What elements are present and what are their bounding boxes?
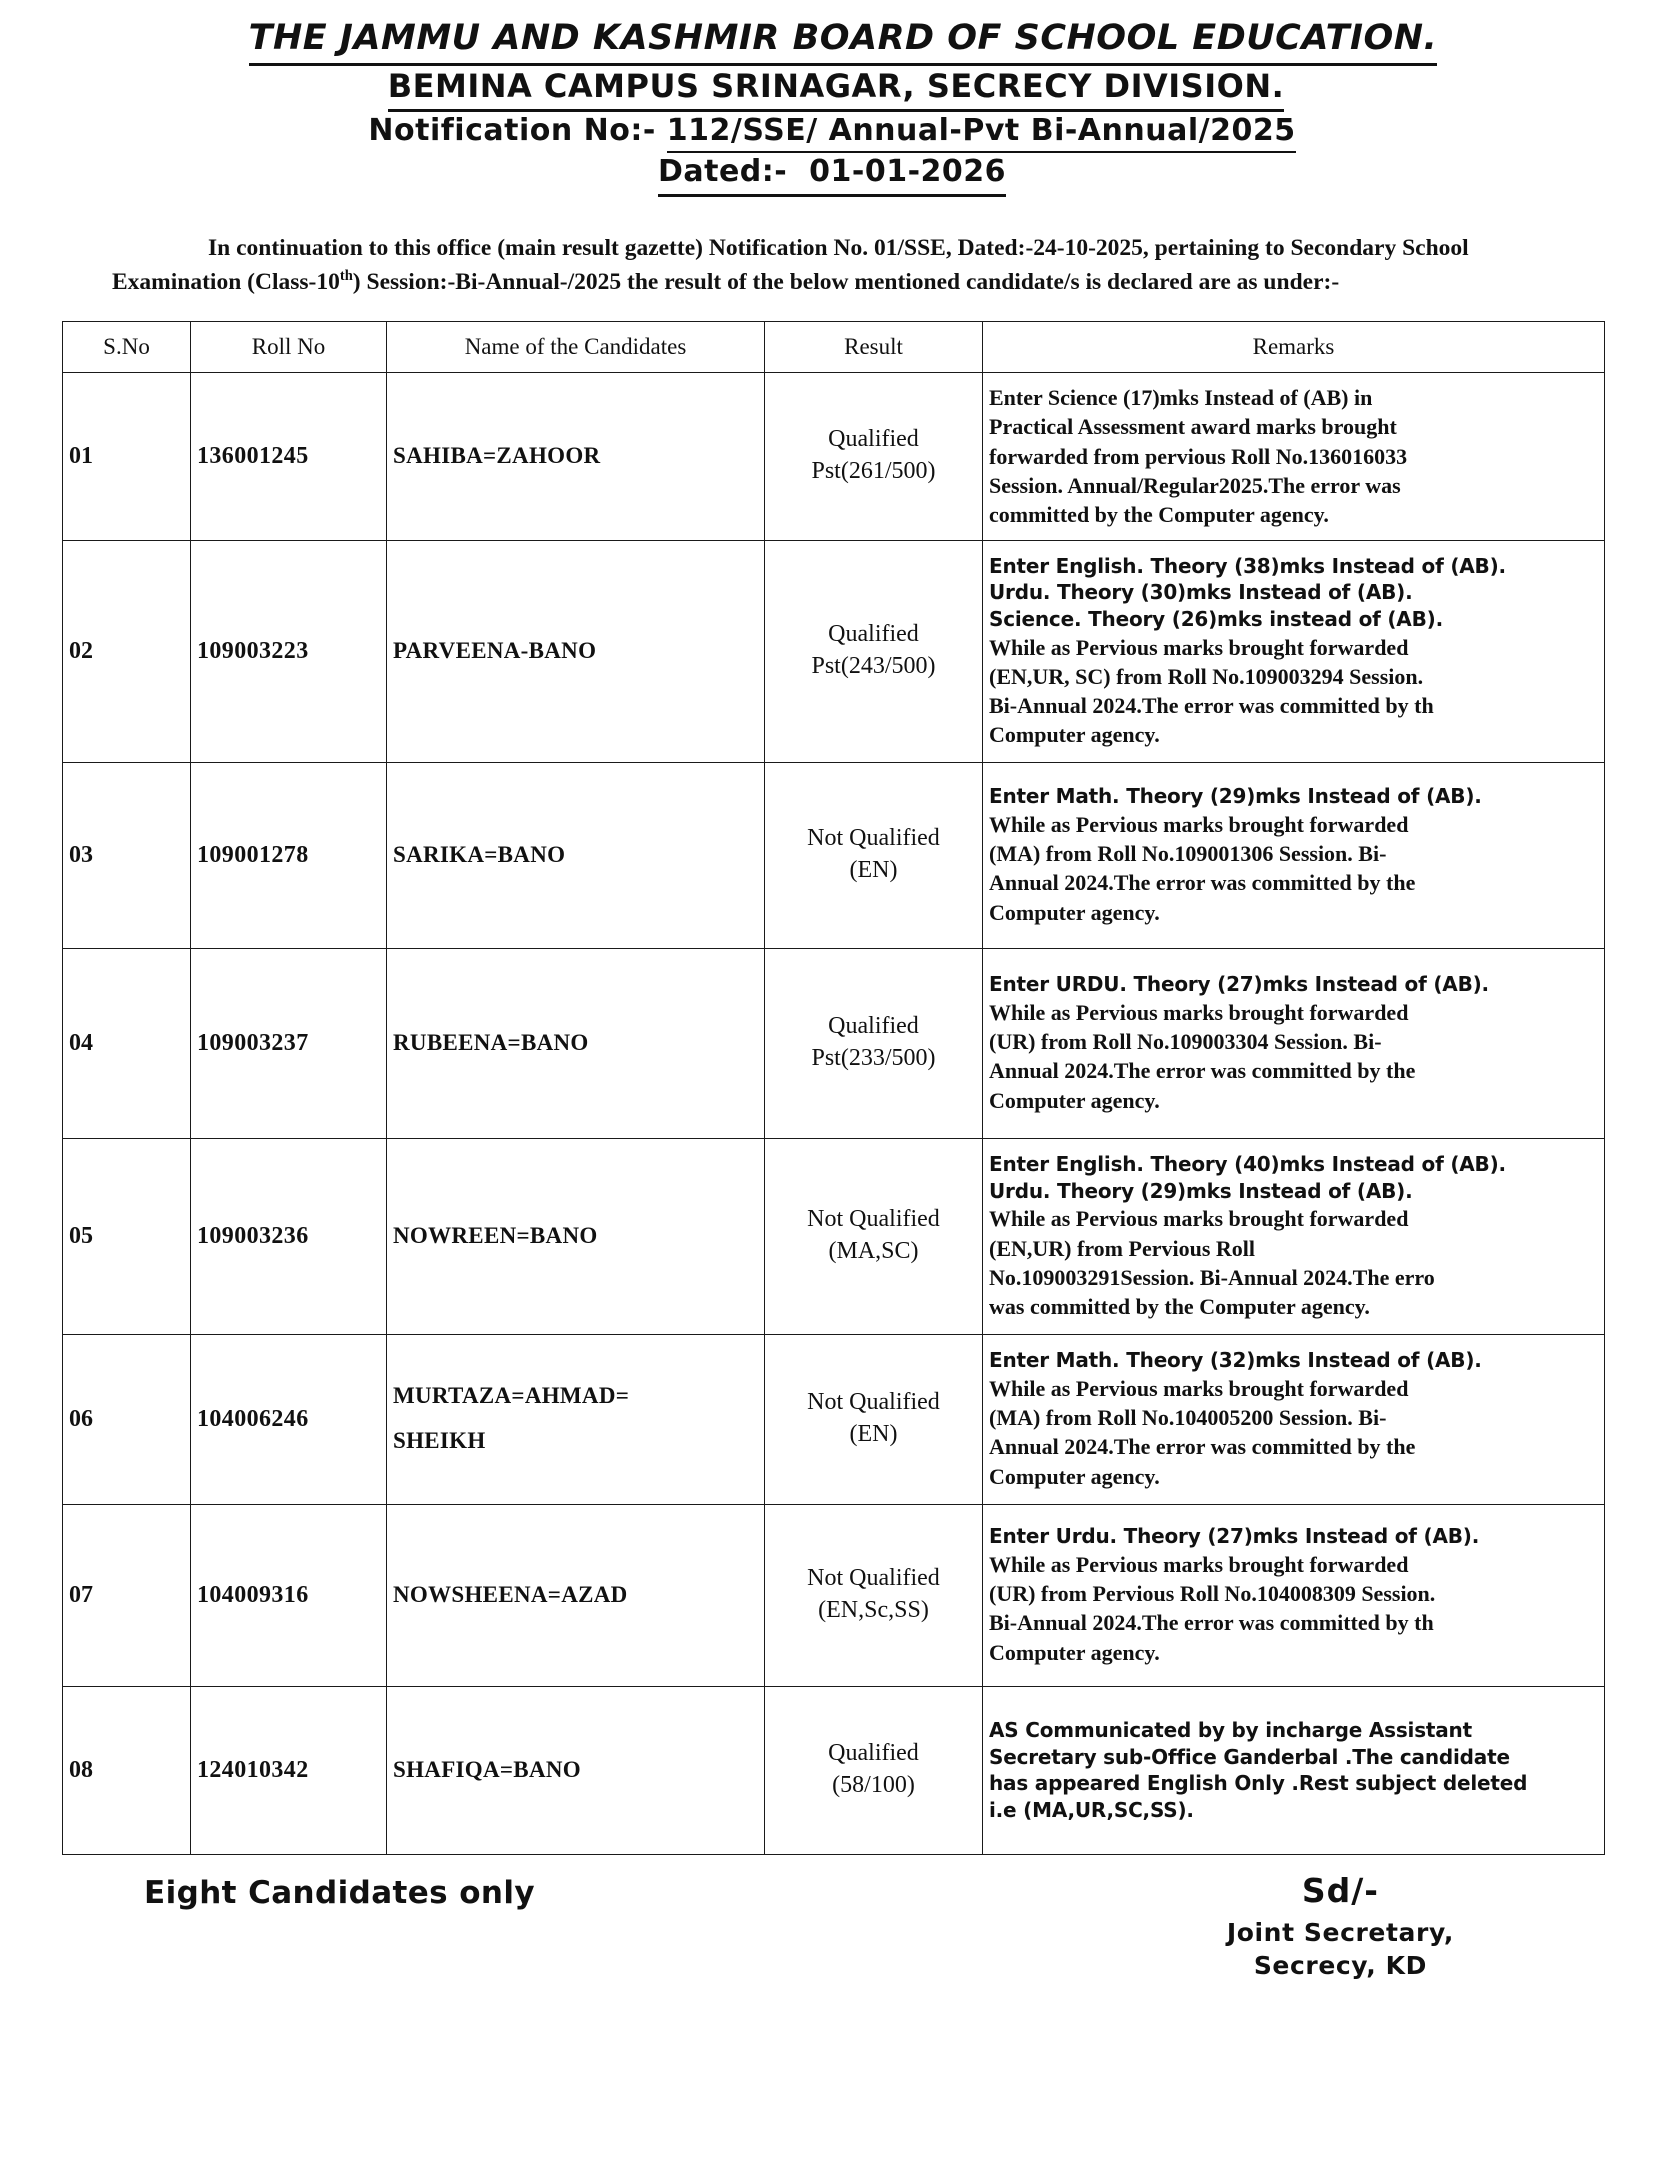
row-remarks: [983, 1138, 1605, 1334]
board-title-line: [22, 16, 1664, 66]
remark-line: While as Pervious marks brought forwarded: [989, 999, 1409, 1025]
dated-block: [658, 153, 1006, 196]
row-name: RUBEENA=BANO: [387, 948, 765, 1138]
row-result: [765, 540, 983, 762]
dated-value: 01-01-2026: [809, 154, 1007, 190]
row-rollno: 109001278: [191, 762, 387, 948]
row-result: [765, 372, 983, 540]
row-rollno: 109003236: [191, 1138, 387, 1334]
remark-line: Enter Math. Theory (29)mks Instead of (AB).: [989, 784, 1482, 809]
row-remarks: [983, 1686, 1605, 1854]
signatory-division: Secrecy, KD: [1253, 1950, 1427, 1980]
remark-line: AS Communicated by by incharge Assistant: [989, 1717, 1472, 1742]
row-sno: 05: [63, 1138, 191, 1334]
row-remarks: [983, 762, 1605, 948]
remark-line: Bi-Annual 2024.The error was committed by th: [989, 693, 1434, 719]
row-rollno: 109003223: [191, 540, 387, 762]
row-name: [387, 1334, 765, 1504]
remark-line: i.e (MA,UR,SC,SS).: [989, 1797, 1194, 1822]
row-name: SARIKA=BANO: [387, 762, 765, 948]
row-name: SHAFIQA=BANO: [387, 1686, 765, 1854]
row-name: NOWREEN=BANO: [387, 1138, 765, 1334]
result-line-2: (MA,SC): [828, 1238, 919, 1265]
row-remarks: [983, 540, 1605, 762]
table-row: [63, 948, 1605, 1138]
row-name: NOWSHEENA=AZAD: [387, 1504, 765, 1686]
board-title-text: THE JAMMU AND KASHMIR BOARD OF SCHOOL EDUCATION.: [249, 16, 1438, 66]
table-body: [63, 372, 1605, 1854]
result-line-2: (EN): [849, 857, 898, 884]
intro-paragraph: [112, 231, 1598, 299]
remark-line: Enter Science (17)mks Instead of (AB) in: [989, 385, 1373, 411]
result-line-2: (EN): [849, 1421, 898, 1448]
remark-line: committed by the Computer agency.: [989, 502, 1329, 528]
remark-line: While as Pervious marks brought forwarded: [989, 1551, 1409, 1577]
row-rollno: 104009316: [191, 1504, 387, 1686]
candidate-count-note: Eight Candidates only: [144, 1874, 536, 1911]
remark-line: Bi-Annual 2024.The error was committed by th: [989, 1610, 1434, 1636]
row-remarks: [983, 1334, 1605, 1504]
remark-line: Annual 2024.The error was committed by the: [989, 1058, 1416, 1084]
campus-line: [8, 66, 1664, 112]
remark-line: Enter English. Theory (40)mks Instead of (AB).: [989, 1152, 1506, 1177]
row-result: [765, 1138, 983, 1334]
result-line-1: Qualified: [828, 1013, 919, 1040]
table-row: [63, 372, 1605, 540]
row-rollno: 124010342: [191, 1686, 387, 1854]
row-rollno: 136001245: [191, 372, 387, 540]
row-sno: 07: [63, 1504, 191, 1686]
remark-line: Enter Urdu. Theory (27)mks Instead of (AB).: [989, 1524, 1480, 1549]
result-line-1: Qualified: [828, 621, 919, 648]
row-name: PARVEENA-BANO: [387, 540, 765, 762]
column-header-sno: S.No: [63, 321, 191, 372]
row-result: [765, 948, 983, 1138]
row-remarks: [983, 372, 1605, 540]
dated-line: [0, 153, 1664, 196]
remark-line: (EN,UR) from Pervious Roll: [989, 1235, 1255, 1261]
remark-line: Enter Math. Theory (32)mks Instead of (AB).: [989, 1348, 1482, 1373]
remark-line: (MA) from Roll No.109001306 Session. Bi-: [989, 841, 1387, 867]
signatory-title: Joint Secretary,: [1226, 1917, 1454, 1947]
row-rollno: 109003237: [191, 948, 387, 1138]
remark-line: Computer agency.: [989, 722, 1160, 748]
remark-line: (MA) from Roll No.104005200 Session. Bi-: [989, 1405, 1387, 1431]
signature-mark: Sd/-: [1301, 1870, 1379, 1910]
document-header: [0, 0, 1664, 197]
table-header-row: [63, 321, 1605, 372]
row-sno: 03: [63, 762, 191, 948]
remark-line: Science. Theory (26)mks instead of (AB).: [989, 606, 1443, 631]
row-rollno: 104006246: [191, 1334, 387, 1504]
remark-line: Practical Assessment award marks brought: [989, 414, 1397, 440]
remark-line: has appeared English Only .Rest subject deleted: [989, 1771, 1528, 1796]
notification-line: [0, 112, 1664, 153]
row-sno: 04: [63, 948, 191, 1138]
result-line-2: (58/100): [832, 1772, 915, 1799]
result-line-1: Not Qualified: [807, 1565, 940, 1592]
notification-number: 112/SSE/ Annual-Pvt Bi-Annual/2025: [667, 112, 1296, 153]
row-sno: 01: [63, 372, 191, 540]
row-result: [765, 1686, 983, 1854]
remark-line: Enter English. Theory (38)mks Instead of (AB).: [989, 553, 1506, 578]
table-row: [63, 1504, 1605, 1686]
remark-line: Computer agency.: [989, 1639, 1160, 1665]
table-row: [63, 1686, 1605, 1854]
intro-part2: ) Session:-Bi-Annual-/2025 the result of the below mentioned candidate/s is declared are as under:-: [352, 268, 1340, 295]
remark-line: forwarded from pervious Roll No.136016033: [989, 443, 1408, 469]
result-line-1: Not Qualified: [807, 1389, 940, 1416]
document-footer: [0, 1871, 1664, 2021]
campus-text: BEMINA CAMPUS SRINAGAR, SECRECY DIVISION.: [388, 66, 1285, 112]
remark-line: Computer agency.: [989, 1463, 1160, 1489]
table-row: [63, 540, 1605, 762]
remark-line: While as Pervious marks brought forwarded: [989, 634, 1409, 660]
row-sno: 08: [63, 1686, 191, 1854]
row-result: [765, 1504, 983, 1686]
column-header-rollno: Roll No: [191, 321, 387, 372]
name-line-1: MURTAZA=AHMAD=: [393, 1383, 630, 1409]
row-name: SAHIBA=ZAHOOR: [387, 372, 765, 540]
remark-line: (EN,UR, SC) from Roll No.109003294 Session.: [989, 663, 1424, 689]
remark-line: While as Pervious marks brought forwarded: [989, 811, 1409, 837]
remark-line: Enter URDU. Theory (27)mks Instead of (AB).: [989, 972, 1489, 997]
remark-line: Computer agency.: [989, 1087, 1160, 1113]
remark-line: While as Pervious marks brought forwarded: [989, 1375, 1409, 1401]
row-result: [765, 1334, 983, 1504]
result-line-1: Qualified: [828, 426, 919, 453]
column-header-remarks: Remarks: [983, 321, 1605, 372]
remark-line: Computer agency.: [989, 899, 1160, 925]
table-row: [63, 1334, 1605, 1504]
notification-label: Notification No:-: [368, 112, 656, 148]
row-sno: 02: [63, 540, 191, 762]
remark-line: Urdu. Theory (30)mks Instead of (AB).: [989, 580, 1413, 605]
dated-label: Dated:-: [657, 154, 788, 190]
intro-part1: In continuation to this office (main result gazette) Notification No. 01/SSE, Dated:-24-10-2025, pertaining to Secondary School Examination (Class-10: [112, 234, 1469, 295]
remark-line: Secretary sub-Office Ganderbal .The candidate: [989, 1744, 1510, 1769]
intro-superscript: th: [339, 267, 353, 284]
results-table: [62, 321, 1605, 1855]
remark-line: Session. Annual/Regular2025.The error was: [989, 472, 1401, 498]
result-line-1: Qualified: [828, 1740, 919, 1767]
row-remarks: [983, 948, 1605, 1138]
remark-line: No.109003291Session. Bi-Annual 2024.The erro: [989, 1264, 1435, 1290]
remark-line: Annual 2024.The error was committed by the: [989, 1434, 1416, 1460]
result-line-2: Pst(243/500): [811, 653, 936, 680]
column-header-name: Name of the Candidates: [387, 321, 765, 372]
column-header-result: Result: [765, 321, 983, 372]
remark-line: (UR) from Pervious Roll No.104008309 Session.: [989, 1581, 1436, 1607]
remark-line: (UR) from Roll No.109003304 Session. Bi-: [989, 1029, 1382, 1055]
result-line-1: Not Qualified: [807, 1206, 940, 1233]
table-row: [63, 762, 1605, 948]
result-line-2: Pst(233/500): [811, 1045, 936, 1072]
results-table-wrapper: [62, 321, 1604, 1855]
signature-block: [1227, 1871, 1454, 1980]
result-line-2: Pst(261/500): [811, 458, 936, 485]
remark-line: Urdu. Theory (29)mks Instead of (AB).: [989, 1178, 1413, 1203]
remark-line: While as Pervious marks brought forwarded: [989, 1206, 1409, 1232]
remark-line: Annual 2024.The error was committed by the: [989, 870, 1416, 896]
row-result: [765, 762, 983, 948]
result-line-2: (EN,Sc,SS): [818, 1597, 929, 1624]
row-remarks: [983, 1504, 1605, 1686]
result-line-1: Not Qualified: [807, 825, 940, 852]
name-line-2: SHEIKH: [393, 1428, 486, 1454]
table-row: [63, 1138, 1605, 1334]
row-sno: 06: [63, 1334, 191, 1504]
remark-line: was committed by the Computer agency.: [989, 1294, 1370, 1319]
